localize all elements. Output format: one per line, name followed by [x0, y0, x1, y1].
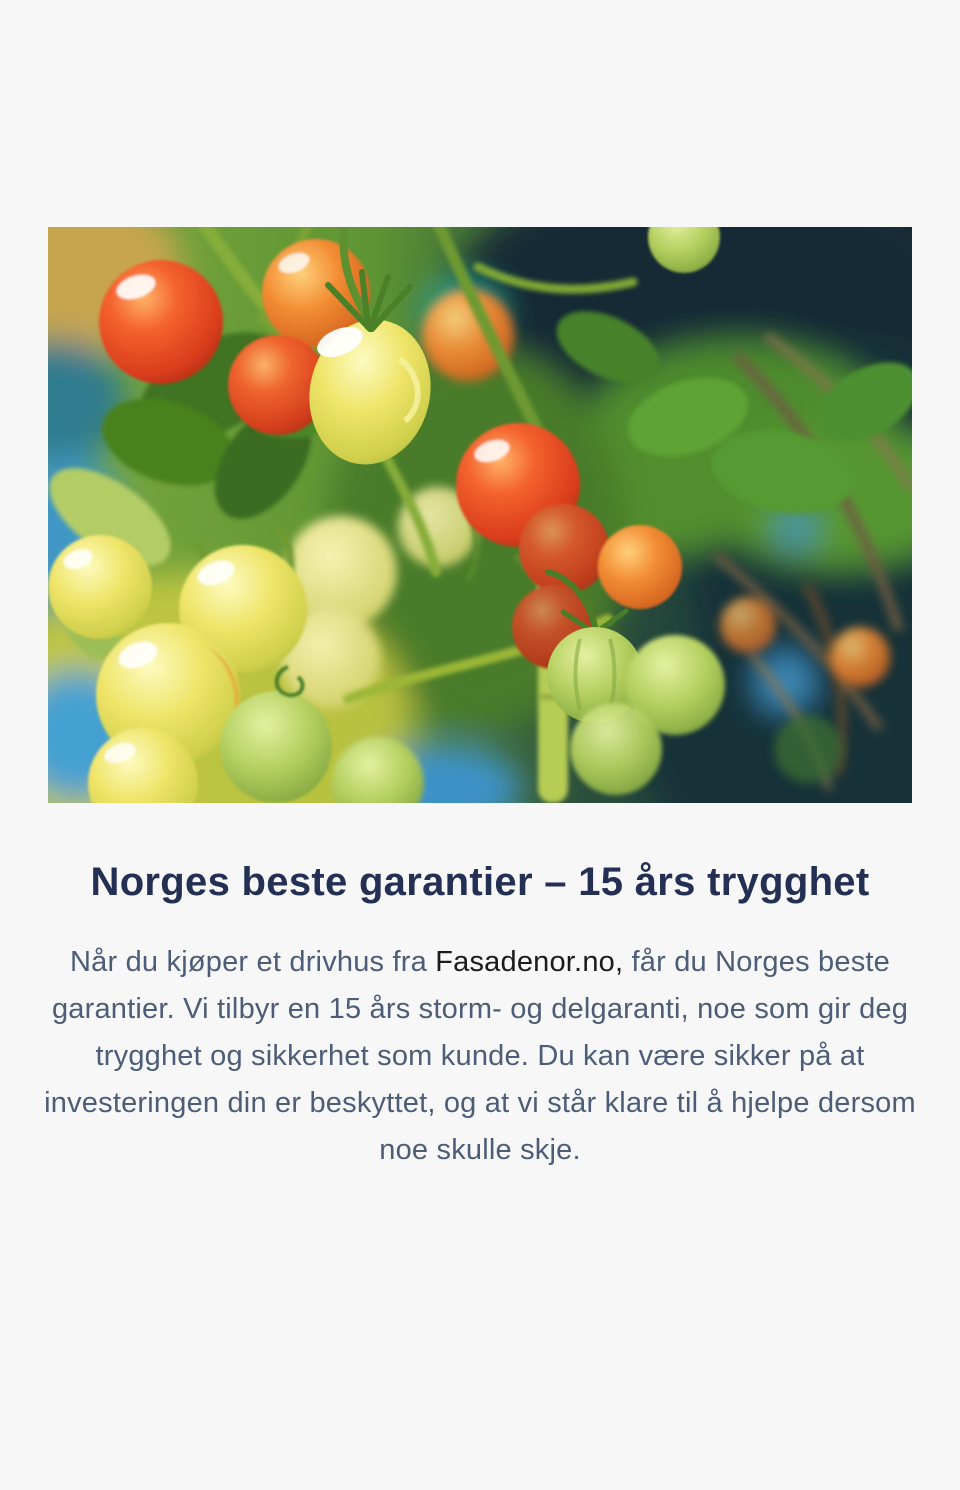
tomato-photo-art	[48, 227, 912, 803]
section-paragraph	[38, 939, 922, 1174]
section-heading: Norges beste garantier – 15 års trygghet	[90, 860, 870, 904]
guarantee-section	[0, 858, 960, 1174]
paragraph-text-after: får du Norges beste garantier. Vi tilbyr en 15 års storm- og delgaranti, noe som gir deg trygghet og sikkerhet som kunde. Du kan være sikker på at investeringen din er beskyttet, og at vi står klare til å hjelpe dersom noe skulle skje.	[44, 946, 916, 1166]
tomato-photo	[48, 227, 912, 803]
paragraph-text-before: Når du kjøper et drivhus fra	[70, 946, 436, 978]
fasadenor-link[interactable]: Fasadenor.no,	[435, 946, 624, 978]
